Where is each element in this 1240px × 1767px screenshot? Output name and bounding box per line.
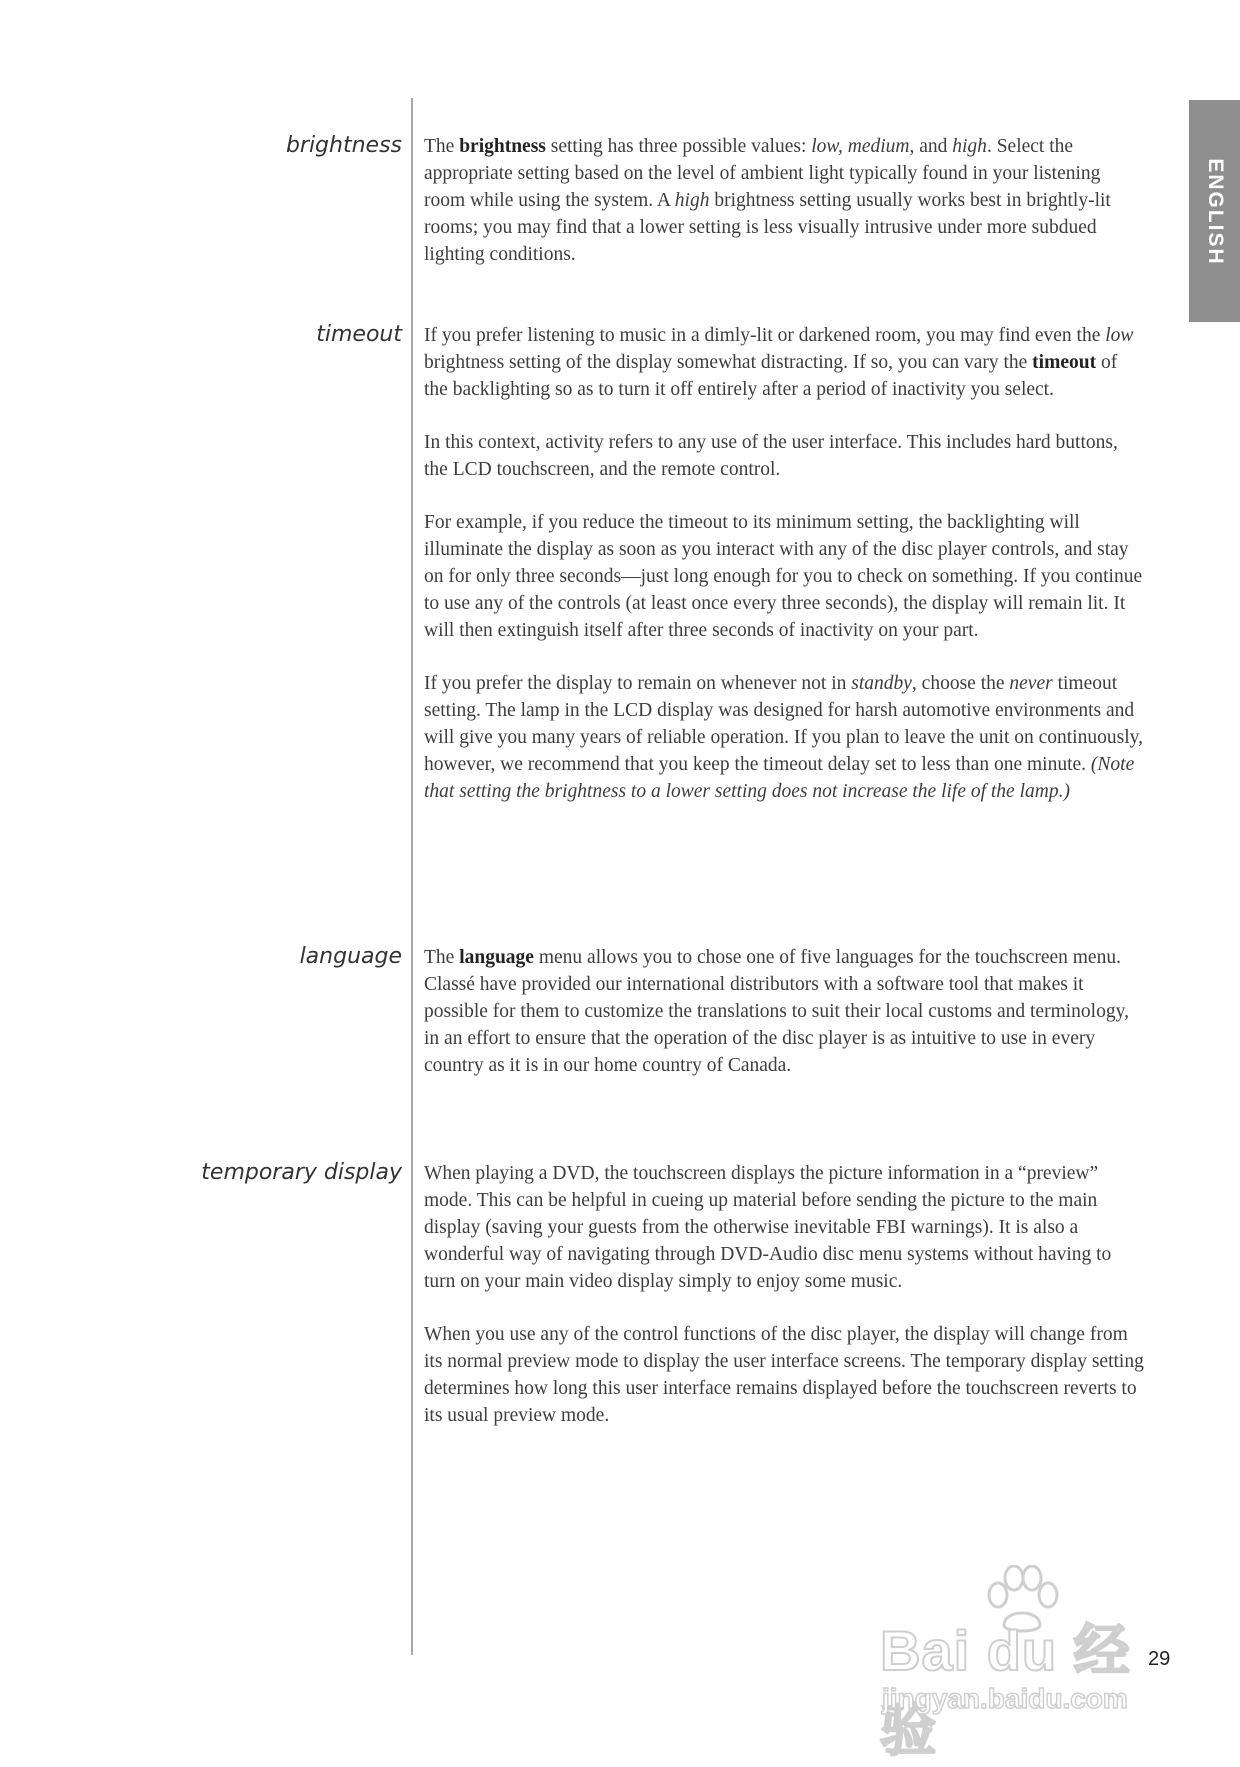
section-body: [424, 944, 1144, 1105]
column-divider: [411, 98, 413, 1655]
section-body: [424, 1160, 1144, 1455]
section-label: language: [299, 944, 402, 969]
language-tab-label: ENGLISH: [1203, 158, 1227, 266]
section-body: [424, 133, 1144, 294]
italic-term: high: [674, 190, 710, 211]
watermark-brand: Bai du 经验: [880, 1619, 1131, 1762]
body-paragraph: The brightness setting has three possible values: low, medium, and high. Select the appropriate setting based on the level of ambient light typically found in your listening room while using the system. A high brightness setting usually works best in brightly-lit rooms; you may find that a lower setting is less visually intrusive under more subdued lighting conditions.: [424, 136, 1111, 265]
section-body: [424, 322, 1144, 831]
italic-term: low, medium,: [811, 136, 915, 157]
baidu-watermark: [870, 1565, 1170, 1762]
italic-term: high: [952, 136, 987, 157]
italic-term: standby: [851, 673, 912, 694]
italic-term: low: [1105, 325, 1134, 346]
section-label: timeout: [316, 322, 402, 347]
body-paragraph: If you prefer listening to music in a dimly-lit or darkened room, you may find even the low brightness setting of the display somewhat distracting. If so, you can vary the timeout of the backlighting so as to turn it off entirely after a period of inactivity you select.: [424, 325, 1134, 400]
italic-term: never: [1009, 673, 1053, 694]
italic-term: (Note that setting the brightness to a lower setting does not increase the life of the lamp.): [424, 754, 1135, 802]
bold-term: language: [459, 947, 534, 968]
body-paragraph: When you use any of the control functions of the disc player, the display will change from its normal preview mode to display the user interface screens. The temporary display setting determines how long this user interface remains displayed before the touchscreen reverts to its usual preview mode.: [424, 1324, 1144, 1426]
body-paragraph: For example, if you reduce the timeout to its minimum setting, the backlighting will illuminate the display as soon as you interact with any of the disc player controls, and stay on for only three seconds—just long enough for you to check on something. If you continue to use any of the controls (at least once every three seconds), the display will remain lit. It will then extinguish itself after three seconds of inactivity on your part.: [424, 512, 1143, 641]
watermark-url: jingyan.baidu.com: [882, 1683, 1128, 1714]
language-tab: [1189, 100, 1240, 322]
body-paragraph: When playing a DVD, the touchscreen displays the picture information in a “preview” mode. This can be helpful in cueing up material before sending the picture to the main display (saving your guests from the otherwise inevitable FBI warnings). It is also a wonderful way of navigating through DVD-Audio disc menu systems without having to turn on your main video display simply to enjoy some music.: [424, 1163, 1112, 1292]
body-paragraph: The language menu allows you to chose one of five languages for the touchscreen menu. Classé have provided our international distributors with a software tool that makes it possible for them to customize the translations to suit their local customs and terminology, in an effort to ensure that the operation of the disc player is as intuitive to use in every country as it is in our home country of Canada.: [424, 947, 1129, 1076]
body-paragraph: If you prefer the display to remain on whenever not in standby, choose the never timeout setting. The lamp in the LCD display was designed for harsh automotive environments and will give you many years of reliable operation. If you plan to leave the unit on continuously, however, we recommend that you keep the timeout delay set to less than one minute. (Note that setting the brightness to a lower setting does not increase the life of the lamp.): [424, 673, 1143, 802]
bold-term: timeout: [1032, 352, 1097, 373]
section-label: temporary display: [201, 1160, 402, 1185]
section-label: brightness: [285, 133, 402, 158]
page-number: 29: [1148, 1648, 1171, 1670]
bold-term: brightness: [459, 136, 546, 157]
body-paragraph: In this context, activity refers to any use of the user interface. This includes hard buttons, the LCD touchscreen, and the remote control.: [424, 432, 1118, 480]
